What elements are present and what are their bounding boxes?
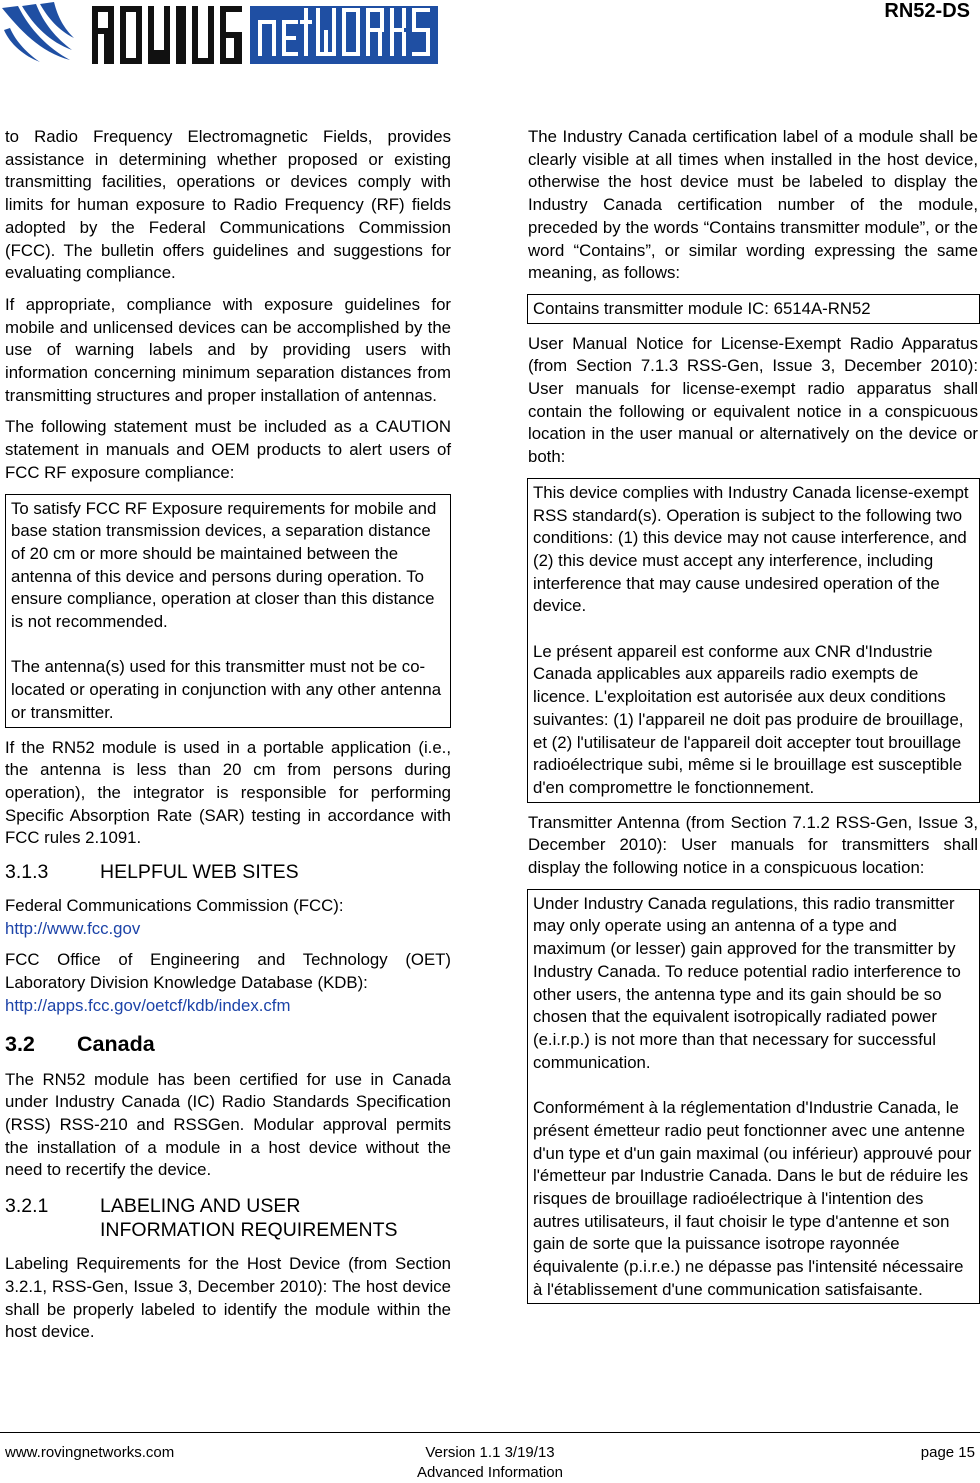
paragraph: Labeling Requirements for the Host Device (from Section 3.2.1, RSS-Gen, Issue 3, December 2010): The host device shall be properly labeled to identify the module within the host device. — [5, 1254, 451, 1342]
section-heading-3-2 — [5, 1031, 451, 1057]
fcc-link[interactable]: http://www.fcc.gov — [5, 918, 141, 938]
footer-divider — [0, 1432, 980, 1433]
heading-title: LABELING AND USER — [100, 1195, 301, 1218]
box-text: The antenna(s) used for this transmitter must not be co-located or operating in conjunction with any other antenna or transmitter. — [11, 657, 442, 722]
page-header — [0, 0, 980, 80]
paragraph: Transmitter Antenna (from Section 7.1.2 RSS-Gen, Issue 3, December 2010): User manuals for transmitters shall display the following notice in a conspicuous location: — [528, 812, 978, 878]
footer-url: www.rovingnetworks.com — [5, 1444, 175, 1461]
heading-number: 3.2.1 — [5, 1195, 49, 1218]
page-number: page 15 — [920, 1444, 975, 1461]
box-text: Under Industry Canada regulations, this radio transmitter may only operate using an antenna of a type and maximum (or lesser) gain approved for the transmitter by Industry Canada. To reduce potential radio interference to other users, the antenna type and its gain should be so chosen that the equivalent isotropically radiated power (e.i.r.p.) is not more than that necessary for successful communication. — [533, 893, 961, 1072]
license-exempt-notice-box — [527, 478, 980, 803]
paragraph — [5, 895, 451, 940]
paragraph: to Radio Frequency Electromagnetic Fields, provides assistance in determining whether proposed or existing transmitting facilities, operations or devices comply with limits for human exposure to Radio Frequency (RF) fields adopted by the Federal Communications Commission (FCC). The bulletin offers guidelines and suggestions for evaluating compliance. — [5, 127, 451, 283]
box-text: To satisfy FCC RF Exposure requirements for mobile and base station transmission devices, a separation distance of 20 cm or more should be maintained between the antenna of this device and persons during operation. To ensure compliance, operation at closer than this distance is not recommended. — [11, 498, 437, 632]
version-text: Version 1.1 3/19/13 — [425, 1444, 555, 1461]
section-heading-3-1-3 — [5, 860, 451, 884]
transmitter-antenna-notice-box — [527, 889, 980, 1305]
heading-title: Canada — [77, 1031, 155, 1056]
paragraph: If the RN52 module is used in a portable application (i.e., the antenna is less than 20 cm from persons during operation), the integrator is responsible for performing Specific Absorption Rate (SAR) testing in accordance with FCC rules 2.1091. — [5, 737, 451, 848]
paragraph: The Industry Canada certification label of a module shall be clearly visible at all times when installed in the host device, otherwise the host device must be labeled to display the Industry Canada certification number of the module, preceded by the words “Contains transmitter module”, or the word “Contains”, or similar wording expressing the same meaning, as follows: — [528, 127, 978, 283]
box-text: Contains transmitter module IC: 6514A-RN52 — [533, 298, 871, 318]
heading-title: HELPFUL WEB SITES — [100, 861, 299, 884]
heading-number: 3.1.3 — [5, 861, 49, 884]
paragraph: User Manual Notice for License-Exempt Radio Apparatus (from Section 7.1.3 RSS-Gen, Issue 3, December 2010): User manuals for license-exempt radio apparatus shall contain the following or equivalent notice in a conspicuous location in the user manual or alternatively on the device or both: — [528, 333, 978, 467]
section-heading-3-2-1 — [5, 1194, 451, 1242]
kdb-link[interactable]: http://apps.fcc.gov/oetcf/kdb/index.cfm — [5, 995, 291, 1015]
fcc-label: Federal Communications Commission (FCC): — [5, 896, 344, 916]
heading-title: INFORMATION REQUIREMENTS — [100, 1219, 398, 1242]
box-text: Le présent appareil est conforme aux CNR d'Industrie Canada applicables aux appareils radio exempts de licence. L'exploitation est autorisée aux deux conditions suivantes: (1) l'appareil ne doit pas produire de brouillage, et (2) l'utilisateur de l'appareil doit accepter tout brouillage radioélectrique subi, même si le brouillage est susceptible d'en compromettre le fonctionnement. — [533, 641, 964, 797]
footer-version — [0, 1443, 980, 1483]
heading-number: 3.2 — [5, 1031, 35, 1056]
fcc-caution-box — [5, 494, 451, 728]
ic-label-box — [527, 294, 980, 324]
box-text: Conformément à la réglementation d'Industrie Canada, le présent émetteur radio peut fonctionner avec une antenne d'un type et d'un gain maximal (ou inférieur) approuvé pour l'émetteur par Industrie Canada. Dans le but de réduire les risques de brouillage radioélectrique à l'intention des autres utilisateurs, il faut choisir le type d'antenne et son gain de sorte que la puissance isotrope rayonnée équivalente (p.i.r.e.) ne dépasse pas l'intensité nécessaire à l'établissement d'une communication satisfaisante. — [533, 1098, 972, 1299]
paragraph — [5, 949, 451, 1017]
left-column — [5, 126, 451, 1353]
status-text: Advanced Information — [417, 1464, 563, 1481]
right-column — [528, 126, 978, 1313]
roving-networks-logo — [0, 0, 440, 70]
paragraph: The following statement must be included as a CAUTION statement in manuals and OEM products to alert users of FCC RF exposure compliance: — [5, 417, 451, 482]
box-text: This device complies with Industry Canada license-exempt RSS standard(s). Operation is subject to the following two conditions: (1) this device may not cause interference, and (2) this device must accept any interference, including interference that may cause undesired operation of the device. — [533, 482, 969, 616]
paragraph: If appropriate, compliance with exposure guidelines for mobile and unlicensed devices can be accomplished by the use of warning labels and by providing users with information concerning minimum separation distances from transmitting structures and proper installation of antennas. — [5, 294, 451, 405]
paragraph: The RN52 module has been certified for use in Canada under Industry Canada (IC) Radio Standards Specification (RSS) RSS-210 and RSSGen. Modular approval permits the installation of a module in a host device without the need to recertify the device. — [5, 1069, 451, 1180]
document-id: RN52-DS — [884, 0, 970, 22]
kdb-label: FCC Office of Engineering and Technology (OET) Laboratory Division Knowledge Database (KDB): — [5, 950, 451, 993]
